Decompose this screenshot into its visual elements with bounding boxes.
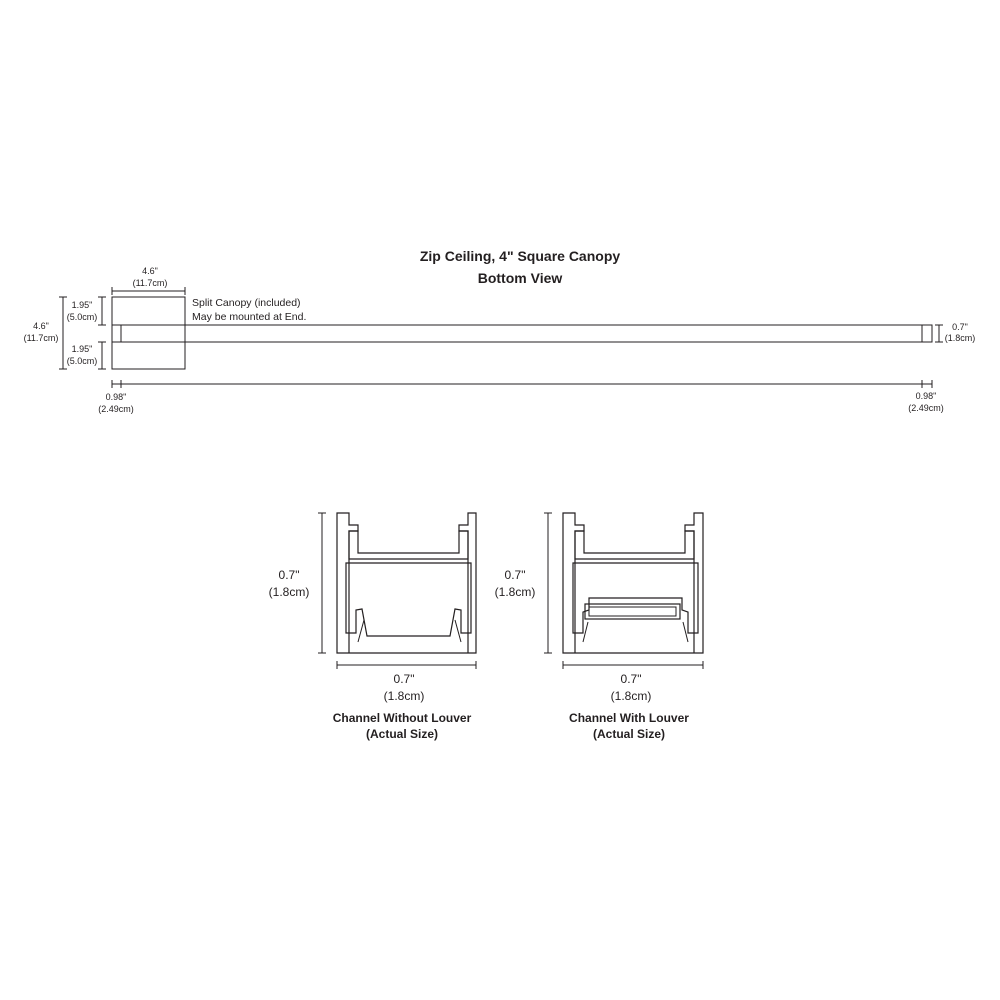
profile-cavity bbox=[573, 563, 698, 633]
section2-height-dimension bbox=[544, 513, 552, 653]
channel-height-in: 0.7" bbox=[952, 322, 968, 332]
length-dimension bbox=[112, 380, 932, 388]
canopy-half-dimensions bbox=[67, 297, 106, 369]
mount-at-end-note: May be mounted at End. bbox=[192, 311, 307, 323]
section1-caption: Channel Without Louver bbox=[332, 711, 472, 725]
section2-width-cm: (1.8cm) bbox=[610, 689, 652, 703]
profile-top-web bbox=[349, 531, 468, 559]
section1-caption-sub: (Actual Size) bbox=[365, 727, 439, 741]
channel-outline bbox=[112, 325, 932, 342]
section2-height-cm: (1.8cm) bbox=[494, 585, 536, 599]
channel-height-dimension bbox=[935, 322, 975, 343]
section2-width-in: 0.7" bbox=[620, 672, 642, 686]
canopy-width-cm: (11.7cm) bbox=[132, 278, 168, 288]
profile-cavity bbox=[346, 563, 471, 636]
section1-width-dimension bbox=[337, 661, 476, 669]
canopy-width-in: 4.6" bbox=[142, 266, 158, 276]
section-with-louver bbox=[495, 513, 703, 741]
canopy-half-top-in: 1.95" bbox=[71, 300, 93, 310]
end-offset-right-cm: (2.49cm) bbox=[908, 403, 944, 413]
canopy-height-dimension bbox=[24, 297, 67, 369]
section1-width-in: 0.7" bbox=[393, 672, 415, 686]
profile-clips bbox=[583, 622, 688, 642]
canopy-height-cm: (11.7cm) bbox=[23, 333, 59, 343]
section1-height-in: 0.7" bbox=[278, 568, 300, 582]
louver bbox=[585, 604, 680, 619]
section-without-louver bbox=[269, 513, 476, 741]
section1-height-cm: (1.8cm) bbox=[268, 585, 310, 599]
canopy-half-bottom-cm: (5.0cm) bbox=[66, 356, 98, 366]
end-offset-right-in: 0.98" bbox=[915, 391, 937, 401]
section2-caption: Channel With Louver bbox=[569, 711, 689, 725]
section2-height-in: 0.7" bbox=[504, 568, 526, 582]
split-canopy-note: Split Canopy (included) bbox=[192, 297, 301, 309]
end-offset-left-cm: (2.49cm) bbox=[98, 404, 134, 414]
profile-clips bbox=[358, 620, 461, 642]
drawing-subtitle: Bottom View bbox=[477, 270, 563, 286]
canopy-outline bbox=[112, 297, 185, 369]
profile-top-web bbox=[575, 531, 694, 559]
bottom-view bbox=[24, 266, 976, 414]
channel-height-cm: (1.8cm) bbox=[944, 333, 976, 343]
canopy-half-bottom-in: 1.95" bbox=[71, 344, 93, 354]
section2-width-dimension bbox=[563, 661, 703, 669]
section2-caption-sub: (Actual Size) bbox=[592, 727, 666, 741]
canopy-width-dimension bbox=[112, 266, 185, 295]
canopy-half-top-cm: (5.0cm) bbox=[66, 312, 98, 322]
section1-height-dimension bbox=[318, 513, 326, 653]
louver-inner bbox=[589, 607, 676, 616]
canopy-height-in: 4.6" bbox=[33, 321, 49, 331]
drawing-title: Zip Ceiling, 4" Square Canopy bbox=[419, 248, 621, 264]
section1-width-cm: (1.8cm) bbox=[383, 689, 425, 703]
end-offset-left-in: 0.98" bbox=[105, 392, 127, 402]
